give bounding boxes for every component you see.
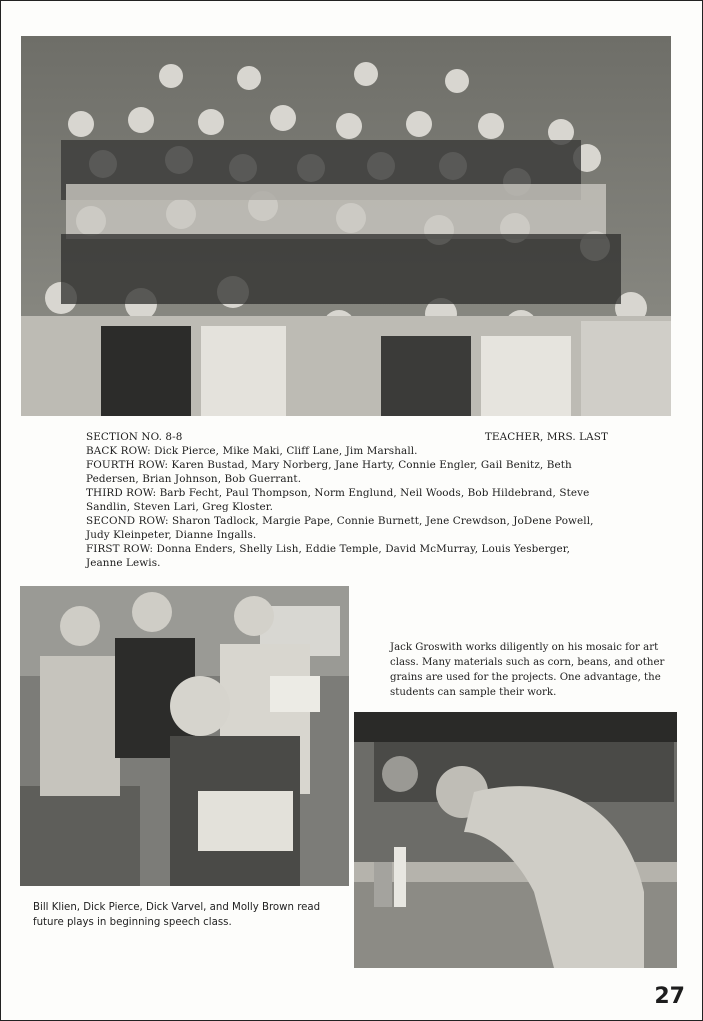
second-row-names: SECOND ROW: Sharon Tadlock, Margie Pape, Connie Burnett, Jene Crewdson, JoDene Powell, Judy Kleinpeter, Dianne Ingalls. bbox=[86, 515, 594, 541]
first-row-names: FIRST ROW: Donna Enders, Shelly Lish, Eddie Temple, David McMurray, Louis Yesberger, Jeanne Lewis. bbox=[86, 543, 571, 569]
back-row-names: BACK ROW: Dick Pierce, Mike Maki, Cliff Lane, Jim Marshall. bbox=[86, 445, 418, 457]
art-class-photo-image bbox=[354, 712, 677, 968]
speech-class-caption: Bill Klien, Dick Pierce, Dick Varvel, and Molly Brown read future plays in beginning speech class. bbox=[33, 902, 321, 928]
class-group-photo bbox=[21, 36, 671, 416]
page-number: 27 bbox=[654, 984, 685, 1009]
fourth-row-names: FOURTH ROW: Karen Bustad, Mary Norberg, Jane Harty, Connie Engler, Gail Benitz, Beth Pedersen, Brian Johnson, Bob Guerrant. bbox=[86, 459, 572, 485]
speech-class-photo bbox=[20, 586, 349, 886]
speech-class-photo-image bbox=[20, 586, 349, 886]
class-group-photo-image bbox=[21, 36, 671, 416]
section-label: SECTION NO. 8-8 bbox=[86, 431, 183, 443]
caption-header bbox=[86, 430, 608, 444]
art-class-caption: Jack Groswith works diligently on his mosaic for art class. Many materials such as corn, beans, and other grains are used for the projects. One advantage, the students can sample their work. bbox=[390, 642, 665, 698]
teacher-label: TEACHER, MRS. LAST bbox=[484, 431, 608, 443]
third-row-names: THIRD ROW: Barb Fecht, Paul Thompson, Norm Englund, Neil Woods, Bob Hildebrand, Steve Sandlin, Steven Lari, Greg Kloster. bbox=[86, 487, 590, 513]
class-roster-caption bbox=[86, 430, 608, 570]
art-class-photo bbox=[354, 712, 677, 968]
